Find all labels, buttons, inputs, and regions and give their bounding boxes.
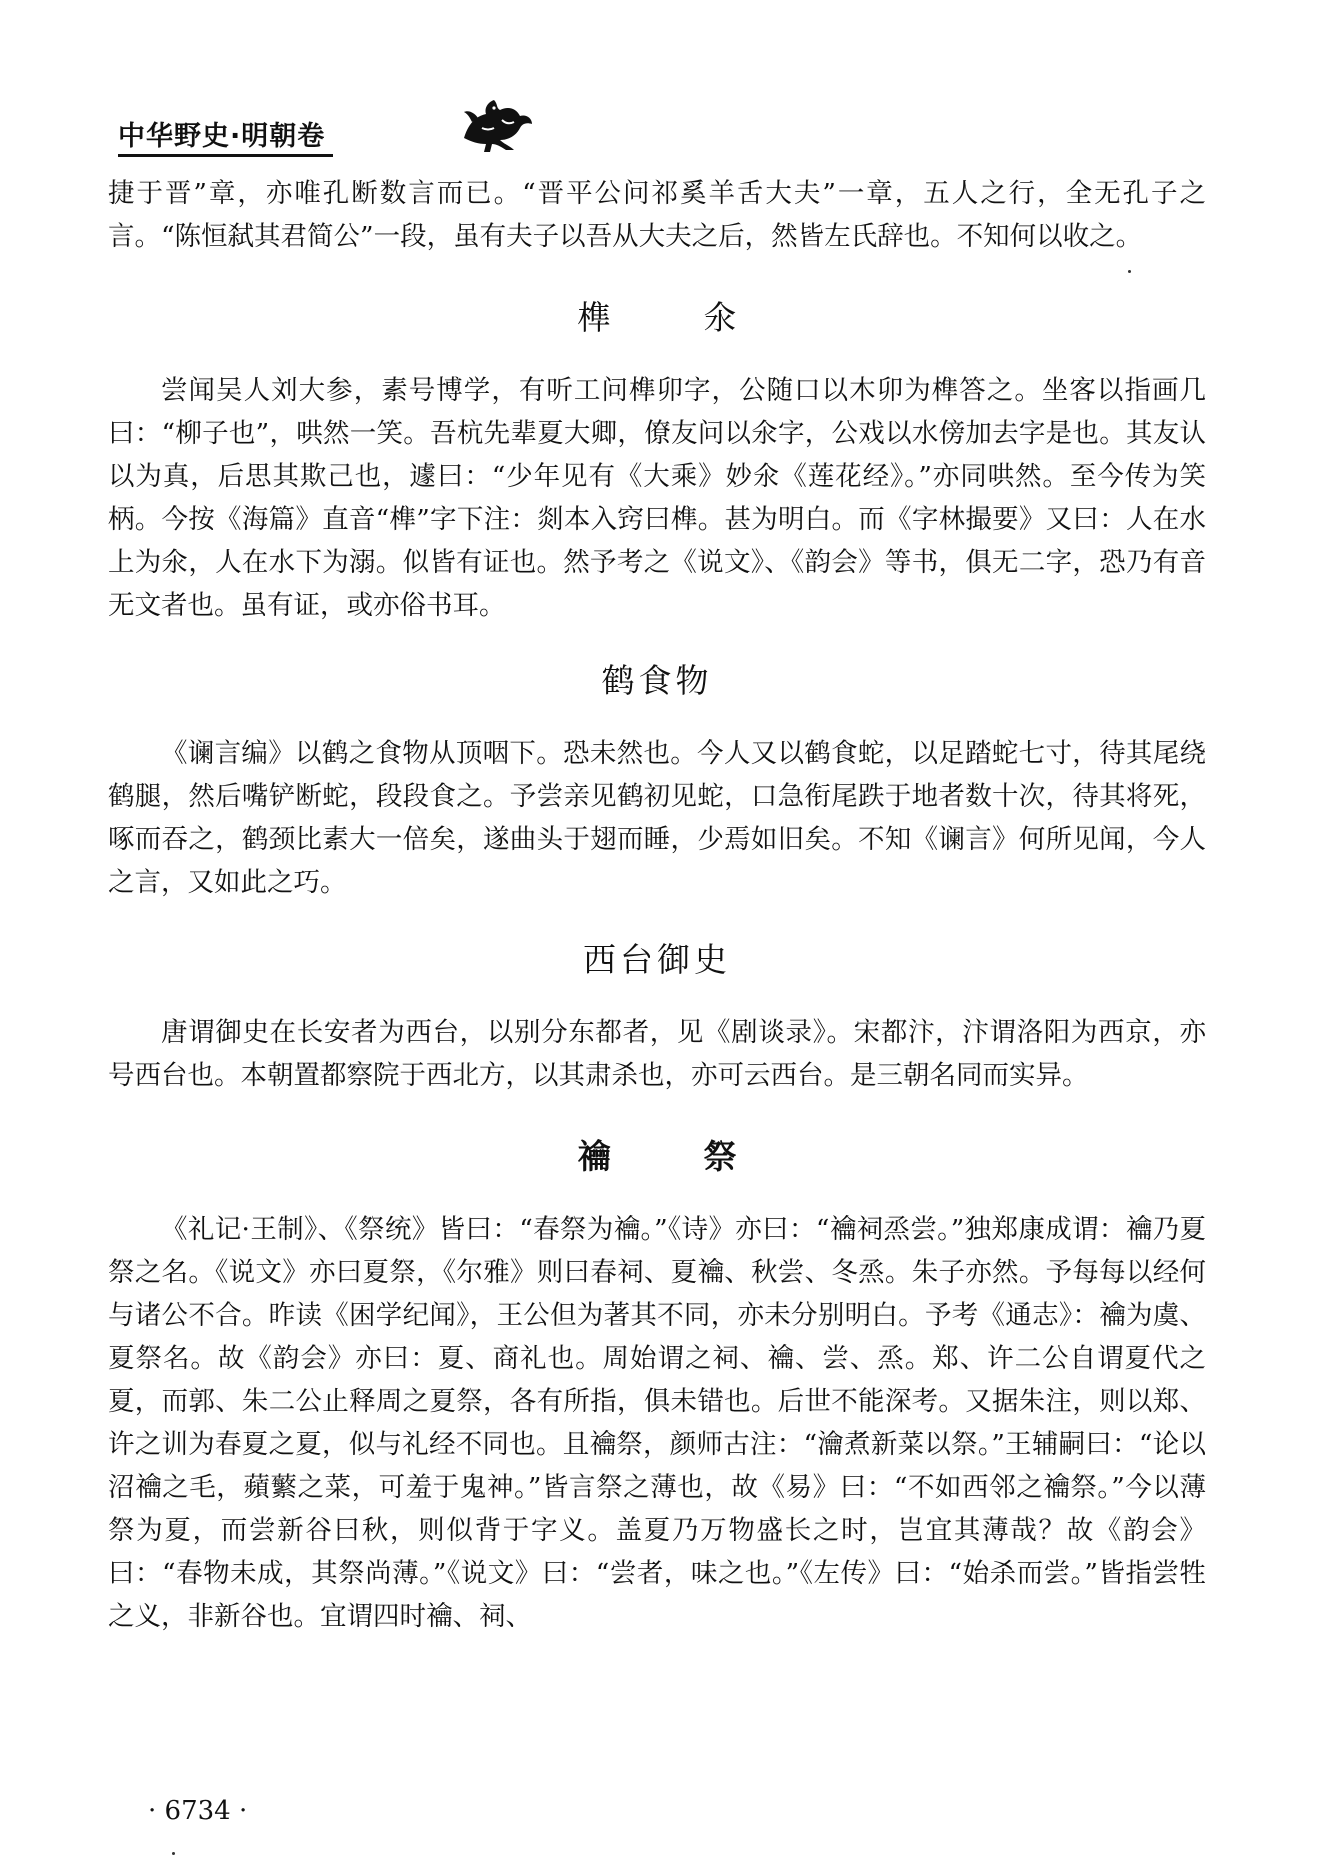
section-paragraph-yue-ji: 《礼记·王制》、《祭统》皆曰：“春祭为禴。”《诗》亦曰：“禴祠烝尝。”独郑康成谓：禴乃夏祭之名。《说文》亦曰夏祭，《尔雅》则曰春祠、夏禴、秋尝、冬烝。朱子亦然。予每每以经何与诸公不合。昨读《困学纪闻》，王公但为著其不同，亦未分别明白。予考《通志》：禴为虞、夏祭名。故《韵会》亦曰：夏、商礼也。周始谓之祠、禴、尝、烝。郑、许二公自谓夏代之夏，而郭、朱二公止释周之夏祭，各有所指，俱未错也。后世不能深考。又据朱注，则以郑、许之训为春夏之夏，似与礼经不同也。且禴祭，颜师古注：“瀹煮新菜以祭。”王辅嗣曰：“论以沼禴之毛，蘋蘩之菜，可羞于鬼神。”皆言祭之薄也，故《易》曰：“不如西邻之禴祭。”今以薄祭为夏，而尝新谷曰秋，则似背于字义。盖夏乃万物盛长之时，岂宜其薄哉？故《韵会》曰：“春物未成，其祭尚薄。”《说文》曰：“尝者，味之也。”《左传》曰：“始杀而尝。”皆指尝牲之义，非新谷也。宜谓四时禴、祠、	[108, 1214, 1206, 1632]
running-header	[118, 108, 1208, 158]
scan-speck	[1128, 270, 1131, 273]
page-body	[108, 172, 1206, 1638]
scan-speck	[172, 1852, 175, 1855]
section-paragraph-he-shi-wu: 《谰言编》以鹤之食物从顶咽下。恐未然也。今人又以鹤食蛇，以足踏蛇七寸，待其尾绕鹤腿，然后嘴铲断蛇，段段食之。予尝亲见鹤初见蛇，口急衔尾跌于地者数十次，待其将死，啄而吞之，鹤颈比素大一倍矣，遂曲头于翅而睡，少焉如旧矣。不知《谰言》何所见闻，今人之言，又如此之巧。	[108, 738, 1206, 898]
section-title-he-shi-wu: 鹤食物	[601, 661, 713, 700]
book-title: 中华野史·明朝卷	[118, 121, 326, 152]
section-title-yue-ji: 禴 祭	[577, 1137, 767, 1176]
section-paragraph-xi-tai-yu-shi: 唐谓御史在长安者为西台，以别分东都者，见《剧谈录》。宋都汴，汴谓洛阳为西京，亦号西台也。本朝置都察院于西北方，以其肃杀也，亦可云西台。是三朝名同而实异。	[108, 1017, 1206, 1091]
header-underline	[118, 154, 333, 157]
section-paragraph-sun-tun: 尝闻吴人刘大参，素号博学，有听工问榫卯字，公随口以木卯为榫答之。坐客以指画几曰：“柳子也”，哄然一笑。吾杭先辈夏大卿，僚友问以氽字，公戏以水傍加去字是也。其友认以为真，后思其欺己也，遽曰：“少年见有《大乘》妙氽《莲花经》。”亦同哄然。至今传为笑柄。今按《海篇》直音“榫”字下注：剡本入窍曰榫。甚为明白。而《字林撮要》又曰：人在水上为氽，人在水下为溺。似皆有证也。然予考之《说文》、《韵会》等书，俱无二字，恐乃有音无文者也。虽有证，或亦俗书耳。	[108, 375, 1206, 621]
page-number: · 6734 ·	[148, 1796, 248, 1826]
section-title-sun-tun: 榫 氽	[577, 298, 767, 337]
intro-paragraph: 捷于晋”章，亦唯孔断数言而已。“晋平公问祁奚羊舌大夫”一章，五人之行，全无孔子之言。“陈恒弑其君简公”一段，虽有夫子以吾从大夫之后，然皆左氏辞也。不知何以收之。	[108, 178, 1206, 252]
section-title-xi-tai-yu-shi: 西台御史	[583, 940, 731, 979]
dragon-emblem-icon	[458, 94, 536, 154]
